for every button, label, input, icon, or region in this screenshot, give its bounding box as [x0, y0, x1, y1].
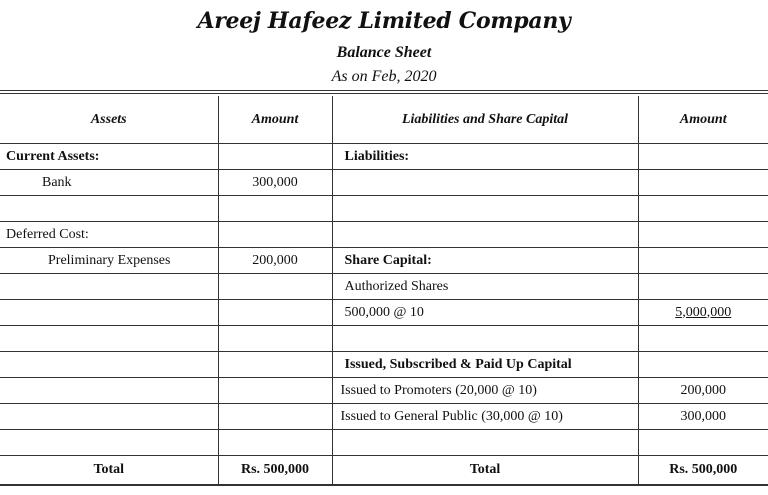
amount-right-header: Amount — [638, 96, 768, 144]
liability-amount-cell — [638, 274, 768, 300]
asset-amount-cell — [218, 274, 332, 300]
liability-amount-cell — [638, 248, 768, 274]
asset-amount-cell — [218, 222, 332, 248]
asset-amount-cell — [218, 430, 332, 456]
as-of-date: As on Feb, 2020 — [331, 68, 437, 85]
liability-amount-cell: 300,000 — [638, 404, 768, 430]
asset-amount-cell — [218, 326, 332, 352]
table-row — [0, 144, 768, 170]
table-row — [0, 404, 768, 430]
asset-cell: Preliminary Expenses — [0, 248, 218, 274]
liability-amount-cell — [638, 326, 768, 352]
total-row — [0, 456, 768, 486]
asset-cell: Bank — [0, 170, 218, 196]
liability-amount-cell: 200,000 — [638, 378, 768, 404]
assets-header: Assets — [0, 96, 218, 144]
liabilities-header: Liabilities and Share Capital — [332, 96, 638, 144]
table-row — [0, 352, 768, 378]
asset-amount-cell — [218, 378, 332, 404]
company-name: Areej Hafeez Limited Company — [197, 8, 571, 34]
top-rule-1 — [0, 90, 768, 91]
balance-sheet-table — [0, 96, 768, 486]
asset-cell — [0, 196, 218, 222]
total-left-label: Total — [0, 456, 218, 486]
asset-cell — [0, 300, 218, 326]
asset-cell: Current Assets: — [0, 144, 218, 170]
liability-cell — [332, 326, 638, 352]
liability-amount-cell — [638, 352, 768, 378]
liability-cell — [332, 196, 638, 222]
table-row — [0, 378, 768, 404]
asset-cell — [0, 274, 218, 300]
asset-cell — [0, 326, 218, 352]
asset-amount-cell — [218, 144, 332, 170]
asset-amount-cell — [218, 404, 332, 430]
asset-amount-cell — [218, 352, 332, 378]
total-right-label: Total — [332, 456, 638, 486]
asset-cell — [0, 352, 218, 378]
liability-cell — [332, 170, 638, 196]
asset-cell — [0, 404, 218, 430]
total-right-amount: Rs. 500,000 — [638, 456, 768, 486]
document-title: Balance Sheet — [336, 44, 432, 61]
table-row — [0, 430, 768, 456]
top-rule-2 — [0, 93, 768, 94]
liability-amount-cell: 5,000,000 — [638, 300, 768, 326]
asset-cell — [0, 430, 218, 456]
liability-cell: Liabilities: — [332, 144, 638, 170]
table-row — [0, 196, 768, 222]
asset-cell: Deferred Cost: — [0, 222, 218, 248]
liability-cell — [332, 222, 638, 248]
liability-amount-cell — [638, 430, 768, 456]
table-row — [0, 248, 768, 274]
liability-cell: Authorized Shares — [332, 274, 638, 300]
asset-amount-cell: 300,000 — [218, 170, 332, 196]
liability-cell: Issued, Subscribed & Paid Up Capital — [332, 352, 638, 378]
asset-amount-cell — [218, 300, 332, 326]
amount-left-header: Amount — [218, 96, 332, 144]
asset-amount-cell — [218, 196, 332, 222]
table-row — [0, 300, 768, 326]
liability-amount-cell — [638, 222, 768, 248]
liability-amount-cell — [638, 196, 768, 222]
liability-cell: Share Capital: — [332, 248, 638, 274]
liability-cell: Issued to General Public (30,000 @ 10) — [332, 404, 638, 430]
table-row — [0, 170, 768, 196]
liability-amount-cell — [638, 144, 768, 170]
header-row — [0, 96, 768, 144]
total-left-amount: Rs. 500,000 — [218, 456, 332, 486]
liability-amount-cell — [638, 170, 768, 196]
liability-cell: Issued to Promoters (20,000 @ 10) — [332, 378, 638, 404]
table-row — [0, 274, 768, 300]
table-row — [0, 222, 768, 248]
table-row — [0, 326, 768, 352]
asset-cell — [0, 378, 218, 404]
liability-cell — [332, 430, 638, 456]
liability-cell: 500,000 @ 10 — [332, 300, 638, 326]
asset-amount-cell: 200,000 — [218, 248, 332, 274]
